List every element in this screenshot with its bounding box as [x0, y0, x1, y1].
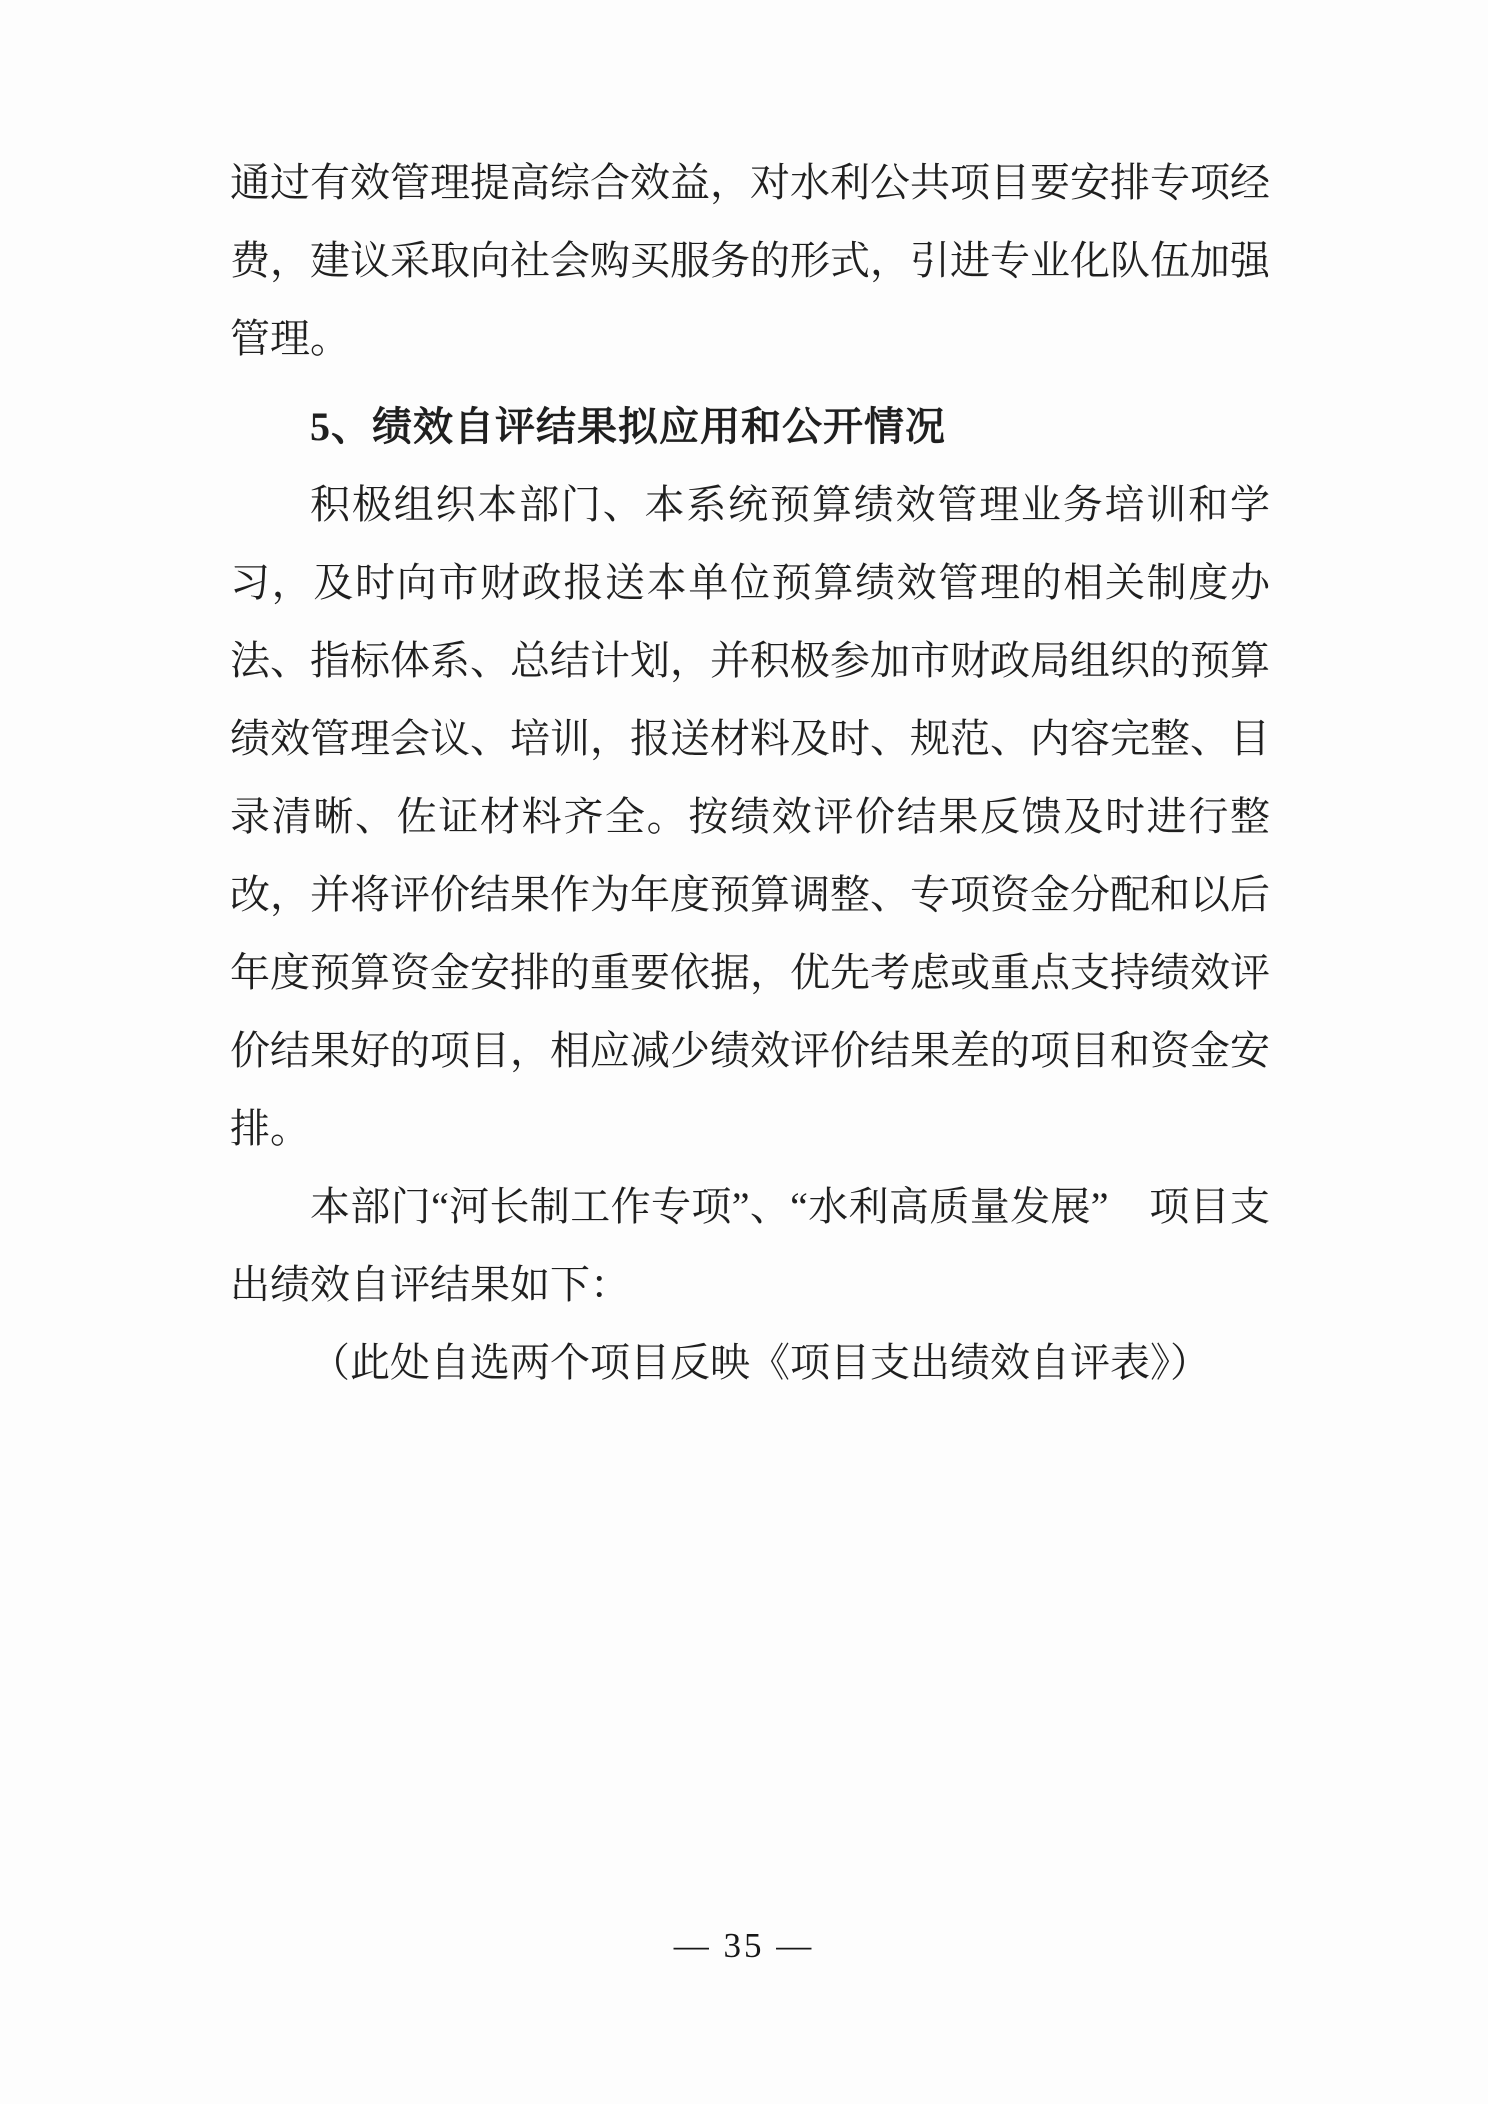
document-body — [230, 144, 1270, 1402]
page-number: — 35 — — [673, 1926, 815, 1965]
paragraph-selection-note: （此处自选两个项目反映《项目支出绩效自评表》） — [310, 1340, 1210, 1385]
section-heading: 5、绩效自评结果拟应用和公开情况 — [310, 404, 946, 449]
paragraph-project-results-intro: 本部门“河长制工作专项”、“水利高质量发展” 项目支出绩效自评结果如下： — [230, 1184, 1270, 1307]
paragraph-self-evaluation-application: 积极组织本部门、本系统预算绩效管理业务培训和学习，及时向市财政报送本单位预算绩效管理的相关制度办法、指标体系、总结计划，并积极参加市财政局组织的预算绩效管理会议、培训，报送材料及时、规范、内容完整、目录清晰、佐证材料齐全。按绩效评价结果反馈及时进行整改，并将评价结果作为年度预算调整、专项资金分配和以后年度预算资金安排的重要依据，优先考虑或重点支持绩效评价结果好的项目，相应减少绩效评价结果差的项目和资金安排。 — [230, 482, 1270, 1151]
paragraph-management-continuation: 通过有效管理提高综合效益，对水利公共项目要安排专项经费，建议采取向社会购买服务的形式，引进专业化队伍加强管理。 — [230, 160, 1270, 361]
